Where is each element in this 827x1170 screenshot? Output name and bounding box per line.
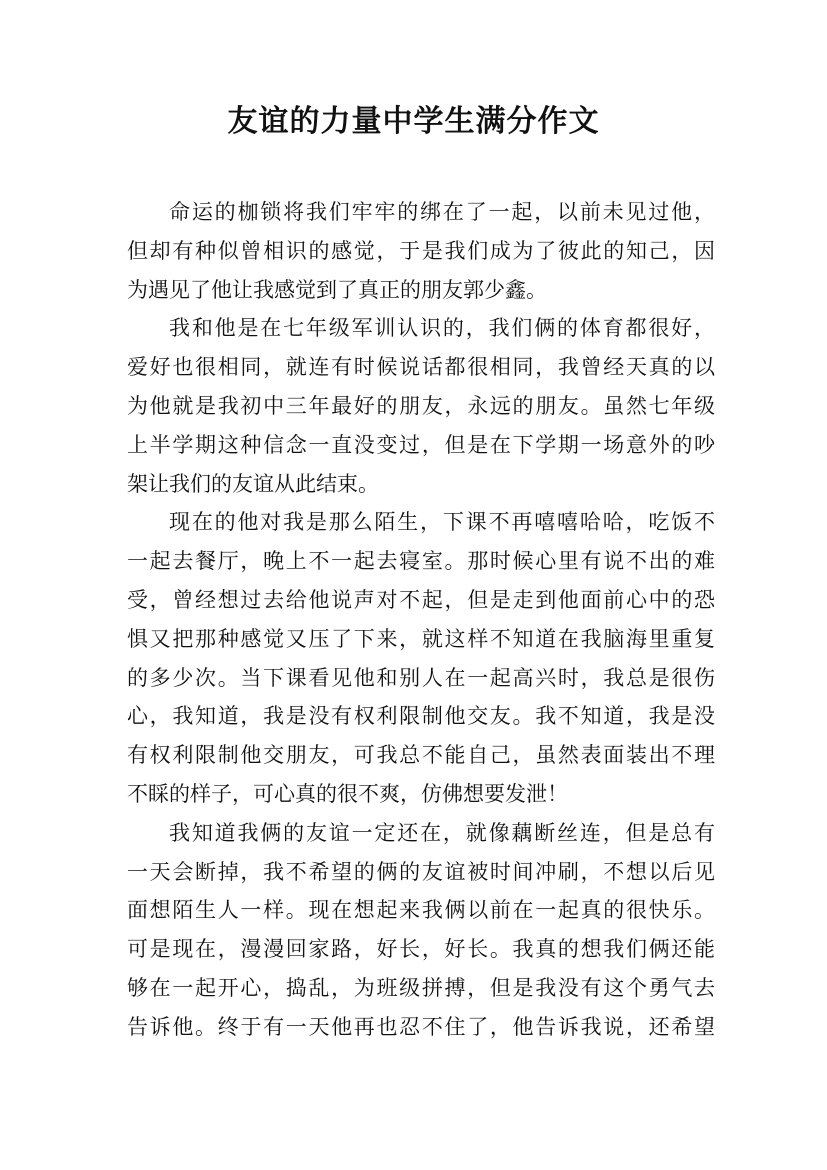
essay-body <box>127 193 715 1047</box>
text-line: 不睬的样子，可心真的很不爽，仿佛想要发泄！ <box>127 781 568 806</box>
text-line: 为他就是我初中三年最好的朋友，永远的朋友。虽然七年级 <box>127 393 715 418</box>
essay-title: 友谊的力量中学生满分作文 <box>227 104 600 139</box>
text-line: 告诉他。终于有一天他再也忍不住了，他告诉我说，还希望 <box>127 1014 715 1039</box>
text-line: 的多少次。当下课看见他和别人在一起高兴时，我总是很伤 <box>127 665 715 690</box>
text-line: 现在的他对我是那么陌生，下课不再嘻嘻哈哈，吃饭不 <box>169 510 715 535</box>
text-line: 命运的枷锁将我们牢牢的绑在了一起，以前未见过他， <box>169 200 715 224</box>
text-line: 可是现在，漫漫回家路，好长，好长。我真的想我们俩还能 <box>127 937 715 962</box>
text-line: 一天会断掉，我不希望的俩的友谊被时间冲刷，不想以后见 <box>127 859 715 884</box>
text-line: 受，曾经想过去给他说声对不起，但是走到他面前心中的恐 <box>127 587 715 612</box>
paragraph <box>127 309 715 503</box>
text-line: 有权利限制他交朋友，可我总不能自己，虽然表面装出不理 <box>127 743 715 768</box>
text-line: 够在一起开心，捣乱，为班级拼搏，但是我没有这个勇气去 <box>127 975 715 1000</box>
text-line: 架让我们的友谊从此结束。 <box>127 471 379 496</box>
paragraph <box>127 193 715 309</box>
text-line: 为遇见了他让我感觉到了真正的朋友郭少鑫。 <box>127 277 547 302</box>
text-line: 面想陌生人一样。现在想起来我俩以前在一起真的很快乐。 <box>127 898 715 923</box>
text-line: 一起去餐厅，晚上不一起去寝室。那时候心里有说不出的难 <box>127 549 715 574</box>
text-line: 我知道我俩的友谊一定还在，就像藕断丝连，但是总有 <box>169 820 715 845</box>
text-line: 上半学期这种信念一直没变过，但是在下学期一场意外的吵 <box>127 432 715 457</box>
text-line: 我和他是在七年级军训认识的，我们俩的体育都很好， <box>169 316 715 341</box>
paragraph <box>127 503 715 813</box>
text-line: 惧又把那种感觉又压了下来，就这样不知道在我脑海里重复 <box>127 626 715 651</box>
text-line: 心，我知道，我是没有权利限制他交友。我不知道，我是没 <box>127 704 715 729</box>
text-line: 爱好也很相同，就连有时候说话都很相同，我曾经天真的以 <box>127 355 715 380</box>
text-line: 但却有种似曾相识的感觉，于是我们成为了彼此的知己，因 <box>127 238 715 263</box>
paragraph <box>127 814 715 1047</box>
